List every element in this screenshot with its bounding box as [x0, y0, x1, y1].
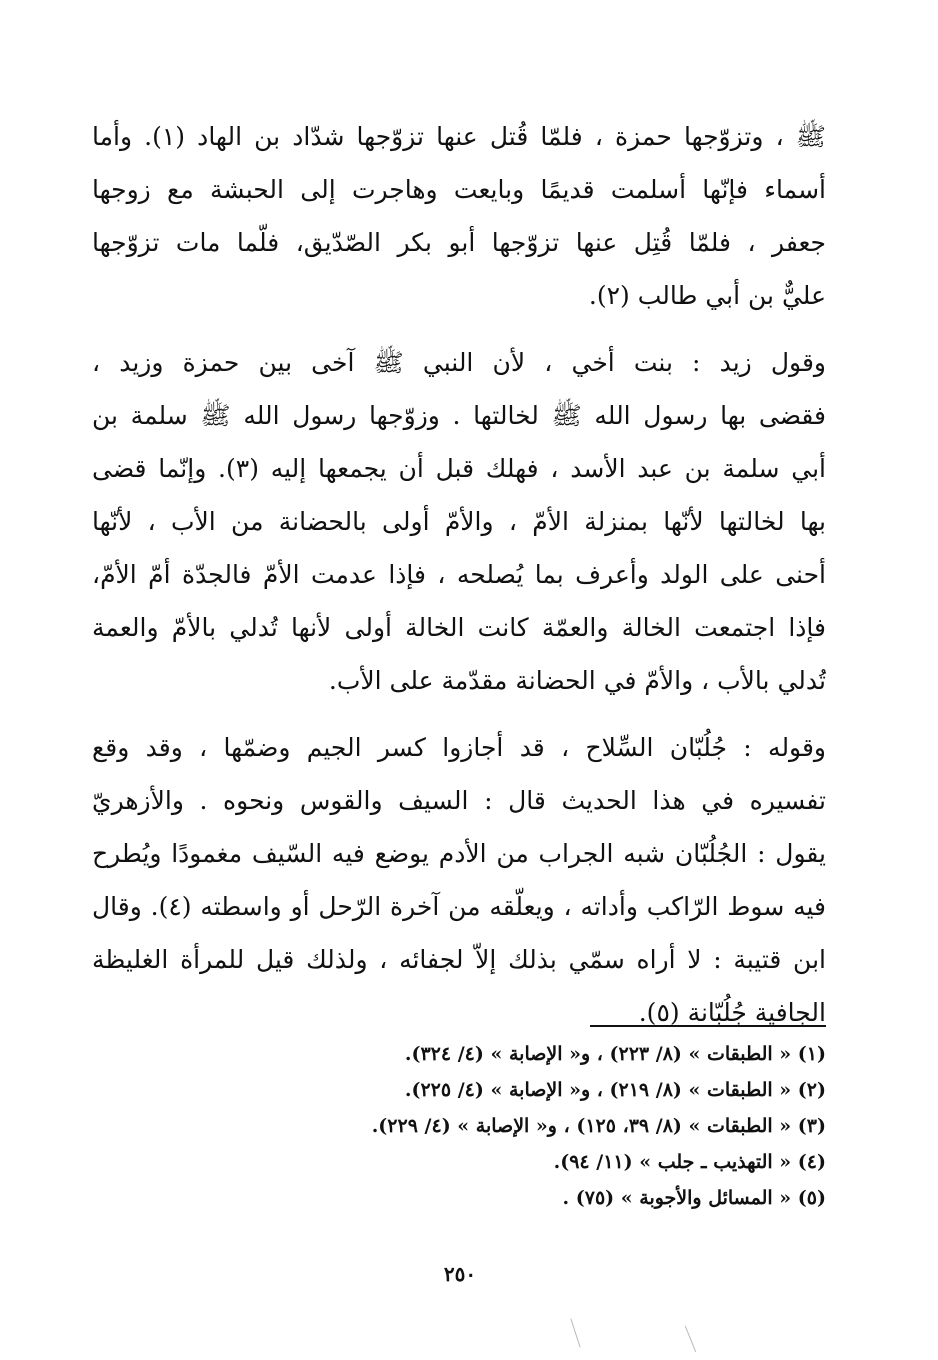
paragraph-3	[92, 721, 826, 1039]
text-line: تُدلي بالأب ، والأمّ في الحضانة مقدّمة على الأب.	[328, 666, 826, 695]
text-line: ابن قتيبة : لا أراه سمّي بذلك إلاّ لجفائه ، ولذلك قيل للمرأة الغليظة	[92, 945, 826, 974]
footnote-2: (٢) « الطبقات » (٨/ ٢١٩) ، و« الإصابة » (٤/ ٢٢٥).	[404, 1079, 826, 1101]
paragraph-2	[92, 336, 826, 707]
text-line: ﷺ ، وتزوّجها حمزة ، فلمّا قُتل عنها تزوّجها شدّاد بن الهاد (١). وأما	[92, 122, 826, 151]
text-line: أسماء فإنّها أسلمت قديمًا وبايعت وهاجرت إلى الحبشة مع زوجها	[92, 175, 826, 204]
text-line: بها لخالتها لأنّها بمنزلة الأمّ ، والأمّ أولى بالحضانة من الأب ، لأنّها	[92, 507, 826, 536]
footnotes	[92, 1036, 826, 1216]
scan-artifact	[685, 1326, 696, 1352]
footnote-1: (١) « الطبقات » (٨/ ٢٢٣) ، و« الإصابة » (٤/ ٣٢٤).	[404, 1043, 826, 1065]
footnote-divider	[590, 1025, 826, 1027]
text-line: فقضى بها رسول الله ﷺ لخالتها . وزوّجها رسول الله ﷺ سلمة بن	[92, 401, 826, 430]
text-line: جعفر ، فلمّا قُتِل عنها تزوّجها أبو بكر الصّدّيق، فلّما مات تزوّجها	[92, 228, 826, 257]
footnote-4: (٤) « التهذيب ـ جلب » (١١/ ٩٤).	[553, 1151, 826, 1173]
paragraph-1	[92, 110, 826, 322]
footnote-3: (٣) « الطبقات » (٨/ ٣٩، ١٢٥) ، و« الإصابة » (٤/ ٢٢٩).	[371, 1115, 826, 1137]
text-line: عليٌّ بن أبي طالب (٢).	[588, 281, 826, 310]
text-line: أبي سلمة بن عبد الأسد ، فهلك قبل أن يجمعها إليه (٣). وإنّما قضى	[92, 454, 826, 483]
text-line: تفسيره في هذا الحديث قال : السيف والقوس ونحوه . والأزهريّ	[92, 786, 826, 815]
text-line: وقول زيد : بنت أخي ، لأن النبي ﷺ آخى بين حمزة وزيد ،	[92, 348, 826, 377]
footnote-5: (٥) « المسائل والأجوبة » (٧٥) .	[562, 1187, 826, 1209]
text-line: يقول : الجُلُبّان شبه الجراب من الأدم يوضع فيه السّيف مغمودًا ويُطرح	[92, 839, 826, 868]
main-text	[92, 110, 826, 1053]
text-line: فيه سوط الرّاكب وأداته ، ويعلّقه من آخرة الرّحل أو واسطته (٤). وقال	[92, 892, 826, 921]
text-line: أحنى على الولد وأعرف بما يُصلحه ، فإذا عدمت الأمّ فالجدّة أمّ الأمّ،	[92, 560, 826, 589]
text-line: وقوله : جُلُبّان السِّلاح ، قد أجازوا كسر الجيم وضمّها ، وقد وقع	[92, 733, 826, 762]
scan-artifact	[570, 1319, 580, 1348]
text-line: فإذا اجتمعت الخالة والعمّة كانت الخالة أولى لأنها تُدلي بالأمّ والعمة	[92, 613, 826, 642]
page-number: ٢٥٠	[443, 1262, 477, 1286]
text-line: الجافية جُلُبّانة (٥).	[638, 998, 826, 1027]
